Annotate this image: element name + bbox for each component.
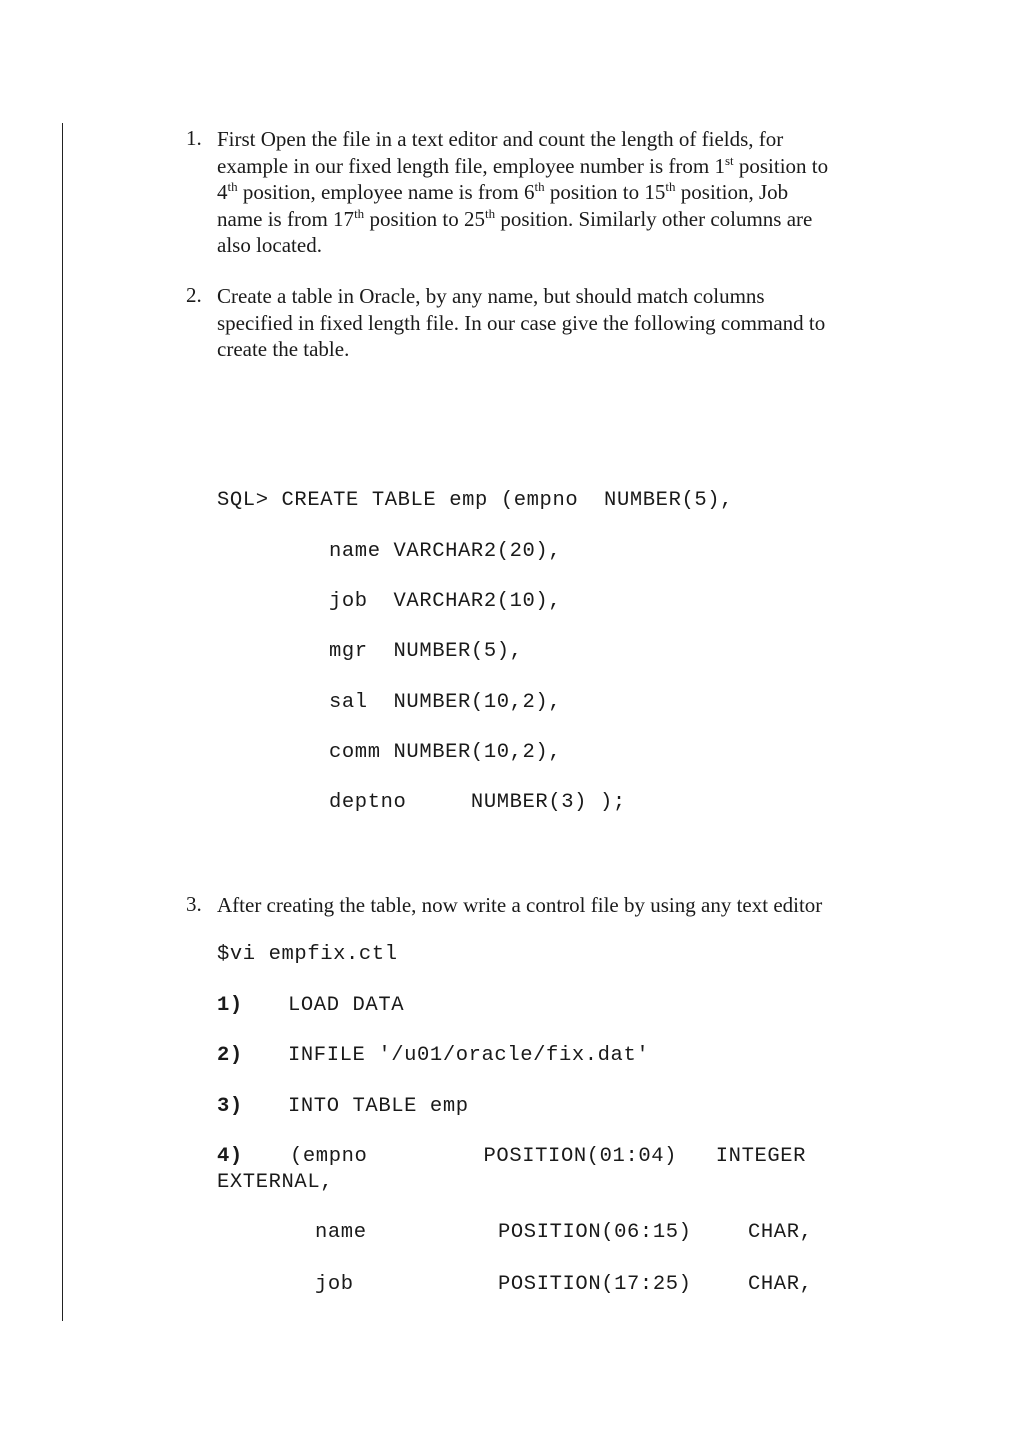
ordinal-suffix: th bbox=[354, 205, 365, 221]
paragraph-line: name is from 17th position to 25th position. Similarly other columns are bbox=[217, 205, 813, 231]
vi-command: $vi empfix.ctl bbox=[217, 943, 398, 966]
list-item-2-text bbox=[217, 283, 907, 363]
control-line-number: 3) bbox=[217, 1095, 243, 1118]
sql-column-line: comm NUMBER(10,2), bbox=[329, 741, 562, 764]
list-number-3: 3. bbox=[186, 892, 202, 916]
ordinal-suffix: th bbox=[227, 179, 238, 194]
control-line-number: 4) bbox=[217, 1145, 243, 1168]
sql-prompt-line: SQL> CREATE TABLE emp (empno NUMBER(5), bbox=[217, 489, 734, 512]
paragraph-line: First Open the file in a text editor and count the length of fields, for bbox=[217, 127, 784, 151]
sql-column-line: job VARCHAR2(10), bbox=[329, 590, 562, 613]
paragraph-line: 4th position, employee name is from 6th position to 15th position, Job bbox=[217, 179, 789, 204]
control-line-text: INFILE '/u01/oracle/fix.dat' bbox=[288, 1044, 650, 1067]
left-margin-rule bbox=[62, 123, 63, 1321]
list-item-3-text bbox=[217, 892, 907, 919]
list-number-1: 1. bbox=[186, 126, 202, 150]
paragraph-line: example in our fixed length file, employee number is from 1st position to bbox=[217, 152, 829, 178]
control-line-number: 1) bbox=[217, 994, 243, 1017]
field-position: POSITION(06:15) bbox=[498, 1221, 692, 1244]
sql-column-line: sal NUMBER(10,2), bbox=[329, 691, 562, 714]
control-line-number: 2) bbox=[217, 1044, 243, 1067]
sql-column-line: mgr NUMBER(5), bbox=[329, 640, 523, 663]
field-type: CHAR, bbox=[748, 1221, 813, 1244]
ordinal-suffix: st bbox=[724, 152, 734, 168]
sql-column-line: deptno NUMBER(3) ); bbox=[329, 791, 626, 814]
paragraph-line: Create a table in Oracle, by any name, but should match columns bbox=[217, 284, 765, 308]
control-line-text: (empno POSITION(01:04) INTEGER bbox=[290, 1145, 807, 1168]
paragraph-line: After creating the table, now write a control file by using any text editor bbox=[217, 893, 823, 917]
list-number-2: 2. bbox=[186, 283, 202, 307]
list-item-1-text bbox=[217, 126, 907, 259]
ordinal-suffix: th bbox=[534, 179, 545, 194]
ordinal-suffix: th bbox=[484, 205, 496, 221]
ordinal-suffix: th bbox=[665, 179, 676, 194]
control-line-wrap: EXTERNAL, bbox=[217, 1171, 334, 1194]
paragraph-line: create the table. bbox=[217, 337, 350, 361]
sql-column-line: name VARCHAR2(20), bbox=[329, 540, 562, 563]
field-name: job bbox=[315, 1273, 354, 1296]
control-line-text: LOAD DATA bbox=[288, 994, 405, 1017]
paragraph-line: also located. bbox=[217, 233, 322, 257]
paragraph-line: specified in fixed length file. In our case give the following command to bbox=[217, 310, 826, 335]
field-position: POSITION(17:25) bbox=[498, 1273, 692, 1296]
field-name: name bbox=[315, 1221, 367, 1244]
field-type: CHAR, bbox=[748, 1273, 813, 1296]
control-line-text: INTO TABLE emp bbox=[288, 1095, 469, 1118]
